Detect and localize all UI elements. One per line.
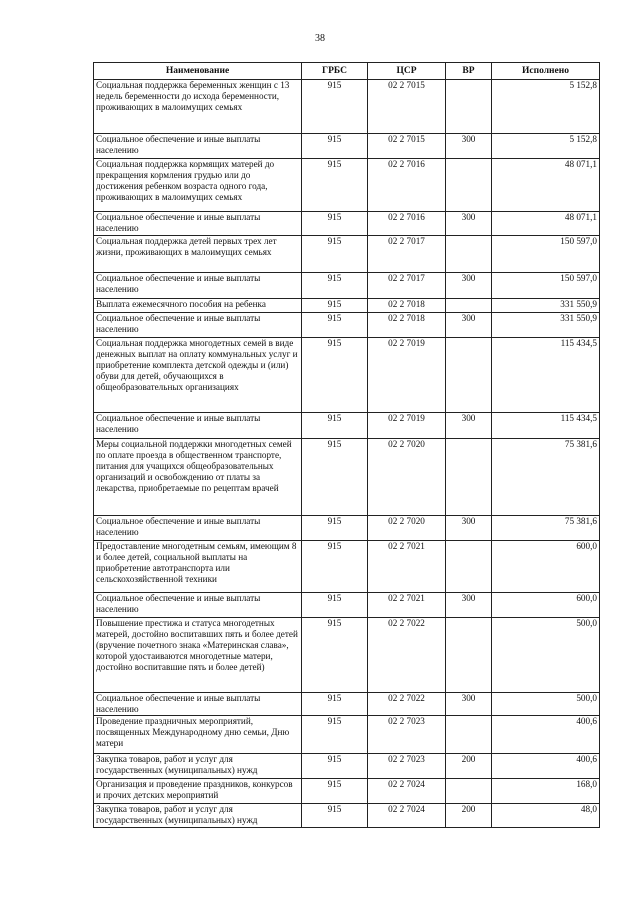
row-name-cell: Организация и проведение праздников, конкурсов и прочих детских мероприятий xyxy=(94,779,302,804)
row-grbs-cell: 915 xyxy=(302,618,368,693)
row-csr-cell: 02 2 7017 xyxy=(368,236,446,273)
budget-execution-table xyxy=(93,62,600,828)
row-executed-cell: 150 597,0 xyxy=(492,236,600,273)
table-row xyxy=(94,779,600,804)
row-executed-cell: 48 071,1 xyxy=(492,212,600,236)
row-vr-cell xyxy=(446,618,492,693)
row-vr-cell: 300 xyxy=(446,313,492,338)
row-csr-cell: 02 2 7023 xyxy=(368,754,446,779)
row-name-cell: Социальная поддержка многодетных семей в виде денежных выплат на оплату коммунальных услуг и приобретение комплекта детской одежды и (или) обуви для детей, обучающихся в общеобразовательных организациях xyxy=(94,338,302,413)
row-csr-cell: 02 2 7019 xyxy=(368,338,446,413)
table-row xyxy=(94,299,600,313)
row-executed-cell: 5 152,8 xyxy=(492,80,600,134)
row-vr-cell: 300 xyxy=(446,516,492,541)
row-csr-cell: 02 2 7021 xyxy=(368,541,446,593)
row-executed-cell: 331 550,9 xyxy=(492,313,600,338)
table-row xyxy=(94,313,600,338)
header-grbs: ГРБС xyxy=(302,63,368,80)
row-csr-cell: 02 2 7015 xyxy=(368,80,446,134)
row-name-cell: Меры социальной поддержки многодетных семей по оплате проезда в общественном транспорте, питания для учащихся общеобразовательных организаций и освобождению от платы за лекарства, приобретаемые по рецептам врачей xyxy=(94,439,302,516)
row-vr-cell xyxy=(446,159,492,212)
row-grbs-cell: 915 xyxy=(302,593,368,618)
row-name-cell: Проведение праздничных мероприятий, посвященных Международному дню семьи, Дню матери xyxy=(94,716,302,754)
row-grbs-cell: 915 xyxy=(302,804,368,828)
row-grbs-cell: 915 xyxy=(302,273,368,299)
row-csr-cell: 02 2 7016 xyxy=(368,159,446,212)
row-name-cell: Закупка товаров, работ и услуг для государственных (муниципальных) нужд xyxy=(94,804,302,828)
row-executed-cell: 500,0 xyxy=(492,693,600,716)
row-executed-cell: 150 597,0 xyxy=(492,273,600,299)
row-vr-cell xyxy=(446,439,492,516)
row-csr-cell: 02 2 7023 xyxy=(368,716,446,754)
table-row xyxy=(94,516,600,541)
row-grbs-cell: 915 xyxy=(302,541,368,593)
table-row xyxy=(94,212,600,236)
table-row xyxy=(94,593,600,618)
row-csr-cell: 02 2 7024 xyxy=(368,779,446,804)
row-vr-cell: 300 xyxy=(446,593,492,618)
row-name-cell: Предоставление многодетным семьям, имеющим 8 и более детей, социальной выплаты на приобретение автотранспорта или сельскохозяйственной техники xyxy=(94,541,302,593)
table-row xyxy=(94,618,600,693)
row-name-cell: Социальное обеспечение и иные выплаты населению xyxy=(94,693,302,716)
row-grbs-cell: 915 xyxy=(302,299,368,313)
row-executed-cell: 600,0 xyxy=(492,593,600,618)
row-executed-cell: 400,6 xyxy=(492,716,600,754)
row-executed-cell: 600,0 xyxy=(492,541,600,593)
row-vr-cell: 300 xyxy=(446,212,492,236)
row-vr-cell: 300 xyxy=(446,273,492,299)
table-row xyxy=(94,338,600,413)
row-grbs-cell: 915 xyxy=(302,212,368,236)
row-executed-cell: 400,6 xyxy=(492,754,600,779)
table-row xyxy=(94,134,600,159)
row-csr-cell: 02 2 7017 xyxy=(368,273,446,299)
row-grbs-cell: 915 xyxy=(302,134,368,159)
header-csr: ЦСР xyxy=(368,63,446,80)
row-grbs-cell: 915 xyxy=(302,779,368,804)
row-vr-cell xyxy=(446,338,492,413)
row-vr-cell: 200 xyxy=(446,754,492,779)
row-csr-cell: 02 2 7024 xyxy=(368,804,446,828)
table-row xyxy=(94,754,600,779)
row-csr-cell: 02 2 7015 xyxy=(368,134,446,159)
row-name-cell: Социальная поддержка детей первых трех лет жизни, проживающих в малоимущих семьях xyxy=(94,236,302,273)
row-name-cell: Социальное обеспечение и иные выплаты населению xyxy=(94,212,302,236)
row-vr-cell xyxy=(446,779,492,804)
row-vr-cell: 200 xyxy=(446,804,492,828)
row-executed-cell: 331 550,9 xyxy=(492,299,600,313)
row-grbs-cell: 915 xyxy=(302,338,368,413)
row-grbs-cell: 915 xyxy=(302,413,368,439)
row-name-cell: Социальная поддержка кормящих матерей до прекращения кормления грудью или до достижения ребенком возраста одного года, проживающих в малоимущих семьях xyxy=(94,159,302,212)
row-name-cell: Выплата ежемесячного пособия на ребенка xyxy=(94,299,302,313)
row-executed-cell: 500,0 xyxy=(492,618,600,693)
table-row xyxy=(94,716,600,754)
row-grbs-cell: 915 xyxy=(302,313,368,338)
row-csr-cell: 02 2 7022 xyxy=(368,618,446,693)
header-name: Наименование xyxy=(94,63,302,80)
table-row xyxy=(94,80,600,134)
row-executed-cell: 75 381,6 xyxy=(492,516,600,541)
table-header-row xyxy=(94,63,600,80)
row-csr-cell: 02 2 7016 xyxy=(368,212,446,236)
row-executed-cell: 168,0 xyxy=(492,779,600,804)
row-executed-cell: 5 152,8 xyxy=(492,134,600,159)
table-row xyxy=(94,236,600,273)
row-executed-cell: 48 071,1 xyxy=(492,159,600,212)
row-csr-cell: 02 2 7022 xyxy=(368,693,446,716)
row-csr-cell: 02 2 7021 xyxy=(368,593,446,618)
row-vr-cell xyxy=(446,236,492,273)
page-number: 38 xyxy=(315,33,325,44)
row-name-cell: Социальное обеспечение и иные выплаты населению xyxy=(94,273,302,299)
table-row xyxy=(94,804,600,828)
row-name-cell: Социальное обеспечение и иные выплаты населению xyxy=(94,516,302,541)
row-vr-cell: 300 xyxy=(446,413,492,439)
row-name-cell: Социальное обеспечение и иные выплаты населению xyxy=(94,593,302,618)
table-row xyxy=(94,273,600,299)
table-row xyxy=(94,693,600,716)
row-vr-cell xyxy=(446,716,492,754)
row-grbs-cell: 915 xyxy=(302,80,368,134)
row-name-cell: Закупка товаров, работ и услуг для государственных (муниципальных) нужд xyxy=(94,754,302,779)
row-name-cell: Социальная поддержка беременных женщин с 13 недель беременности до исхода беременности, проживающих в малоимущих семьях xyxy=(94,80,302,134)
row-grbs-cell: 915 xyxy=(302,439,368,516)
table-row xyxy=(94,413,600,439)
table-row xyxy=(94,439,600,516)
row-grbs-cell: 915 xyxy=(302,159,368,212)
row-vr-cell: 300 xyxy=(446,693,492,716)
row-name-cell: Социальное обеспечение и иные выплаты населению xyxy=(94,134,302,159)
header-executed: Исполнено xyxy=(492,63,600,80)
row-grbs-cell: 915 xyxy=(302,236,368,273)
table-row xyxy=(94,159,600,212)
row-grbs-cell: 915 xyxy=(302,693,368,716)
row-vr-cell xyxy=(446,80,492,134)
row-vr-cell: 300 xyxy=(446,134,492,159)
header-vr: ВР xyxy=(446,63,492,80)
row-vr-cell xyxy=(446,299,492,313)
row-csr-cell: 02 2 7018 xyxy=(368,299,446,313)
row-executed-cell: 48,0 xyxy=(492,804,600,828)
row-grbs-cell: 915 xyxy=(302,754,368,779)
row-executed-cell: 115 434,5 xyxy=(492,413,600,439)
row-csr-cell: 02 2 7018 xyxy=(368,313,446,338)
row-name-cell: Социальное обеспечение и иные выплаты населению xyxy=(94,413,302,439)
row-grbs-cell: 915 xyxy=(302,516,368,541)
row-csr-cell: 02 2 7020 xyxy=(368,516,446,541)
row-grbs-cell: 915 xyxy=(302,716,368,754)
row-executed-cell: 75 381,6 xyxy=(492,439,600,516)
row-csr-cell: 02 2 7020 xyxy=(368,439,446,516)
row-name-cell: Социальное обеспечение и иные выплаты населению xyxy=(94,313,302,338)
table-row xyxy=(94,541,600,593)
row-name-cell: Повышение престижа и статуса многодетных матерей, достойно воспитавших пять и более детей (вручение почетного знака «Материнская слава», которой удостаиваются многодетные матери, достойно воспитавшие пять и более детей) xyxy=(94,618,302,693)
row-executed-cell: 115 434,5 xyxy=(492,338,600,413)
row-vr-cell xyxy=(446,541,492,593)
row-csr-cell: 02 2 7019 xyxy=(368,413,446,439)
